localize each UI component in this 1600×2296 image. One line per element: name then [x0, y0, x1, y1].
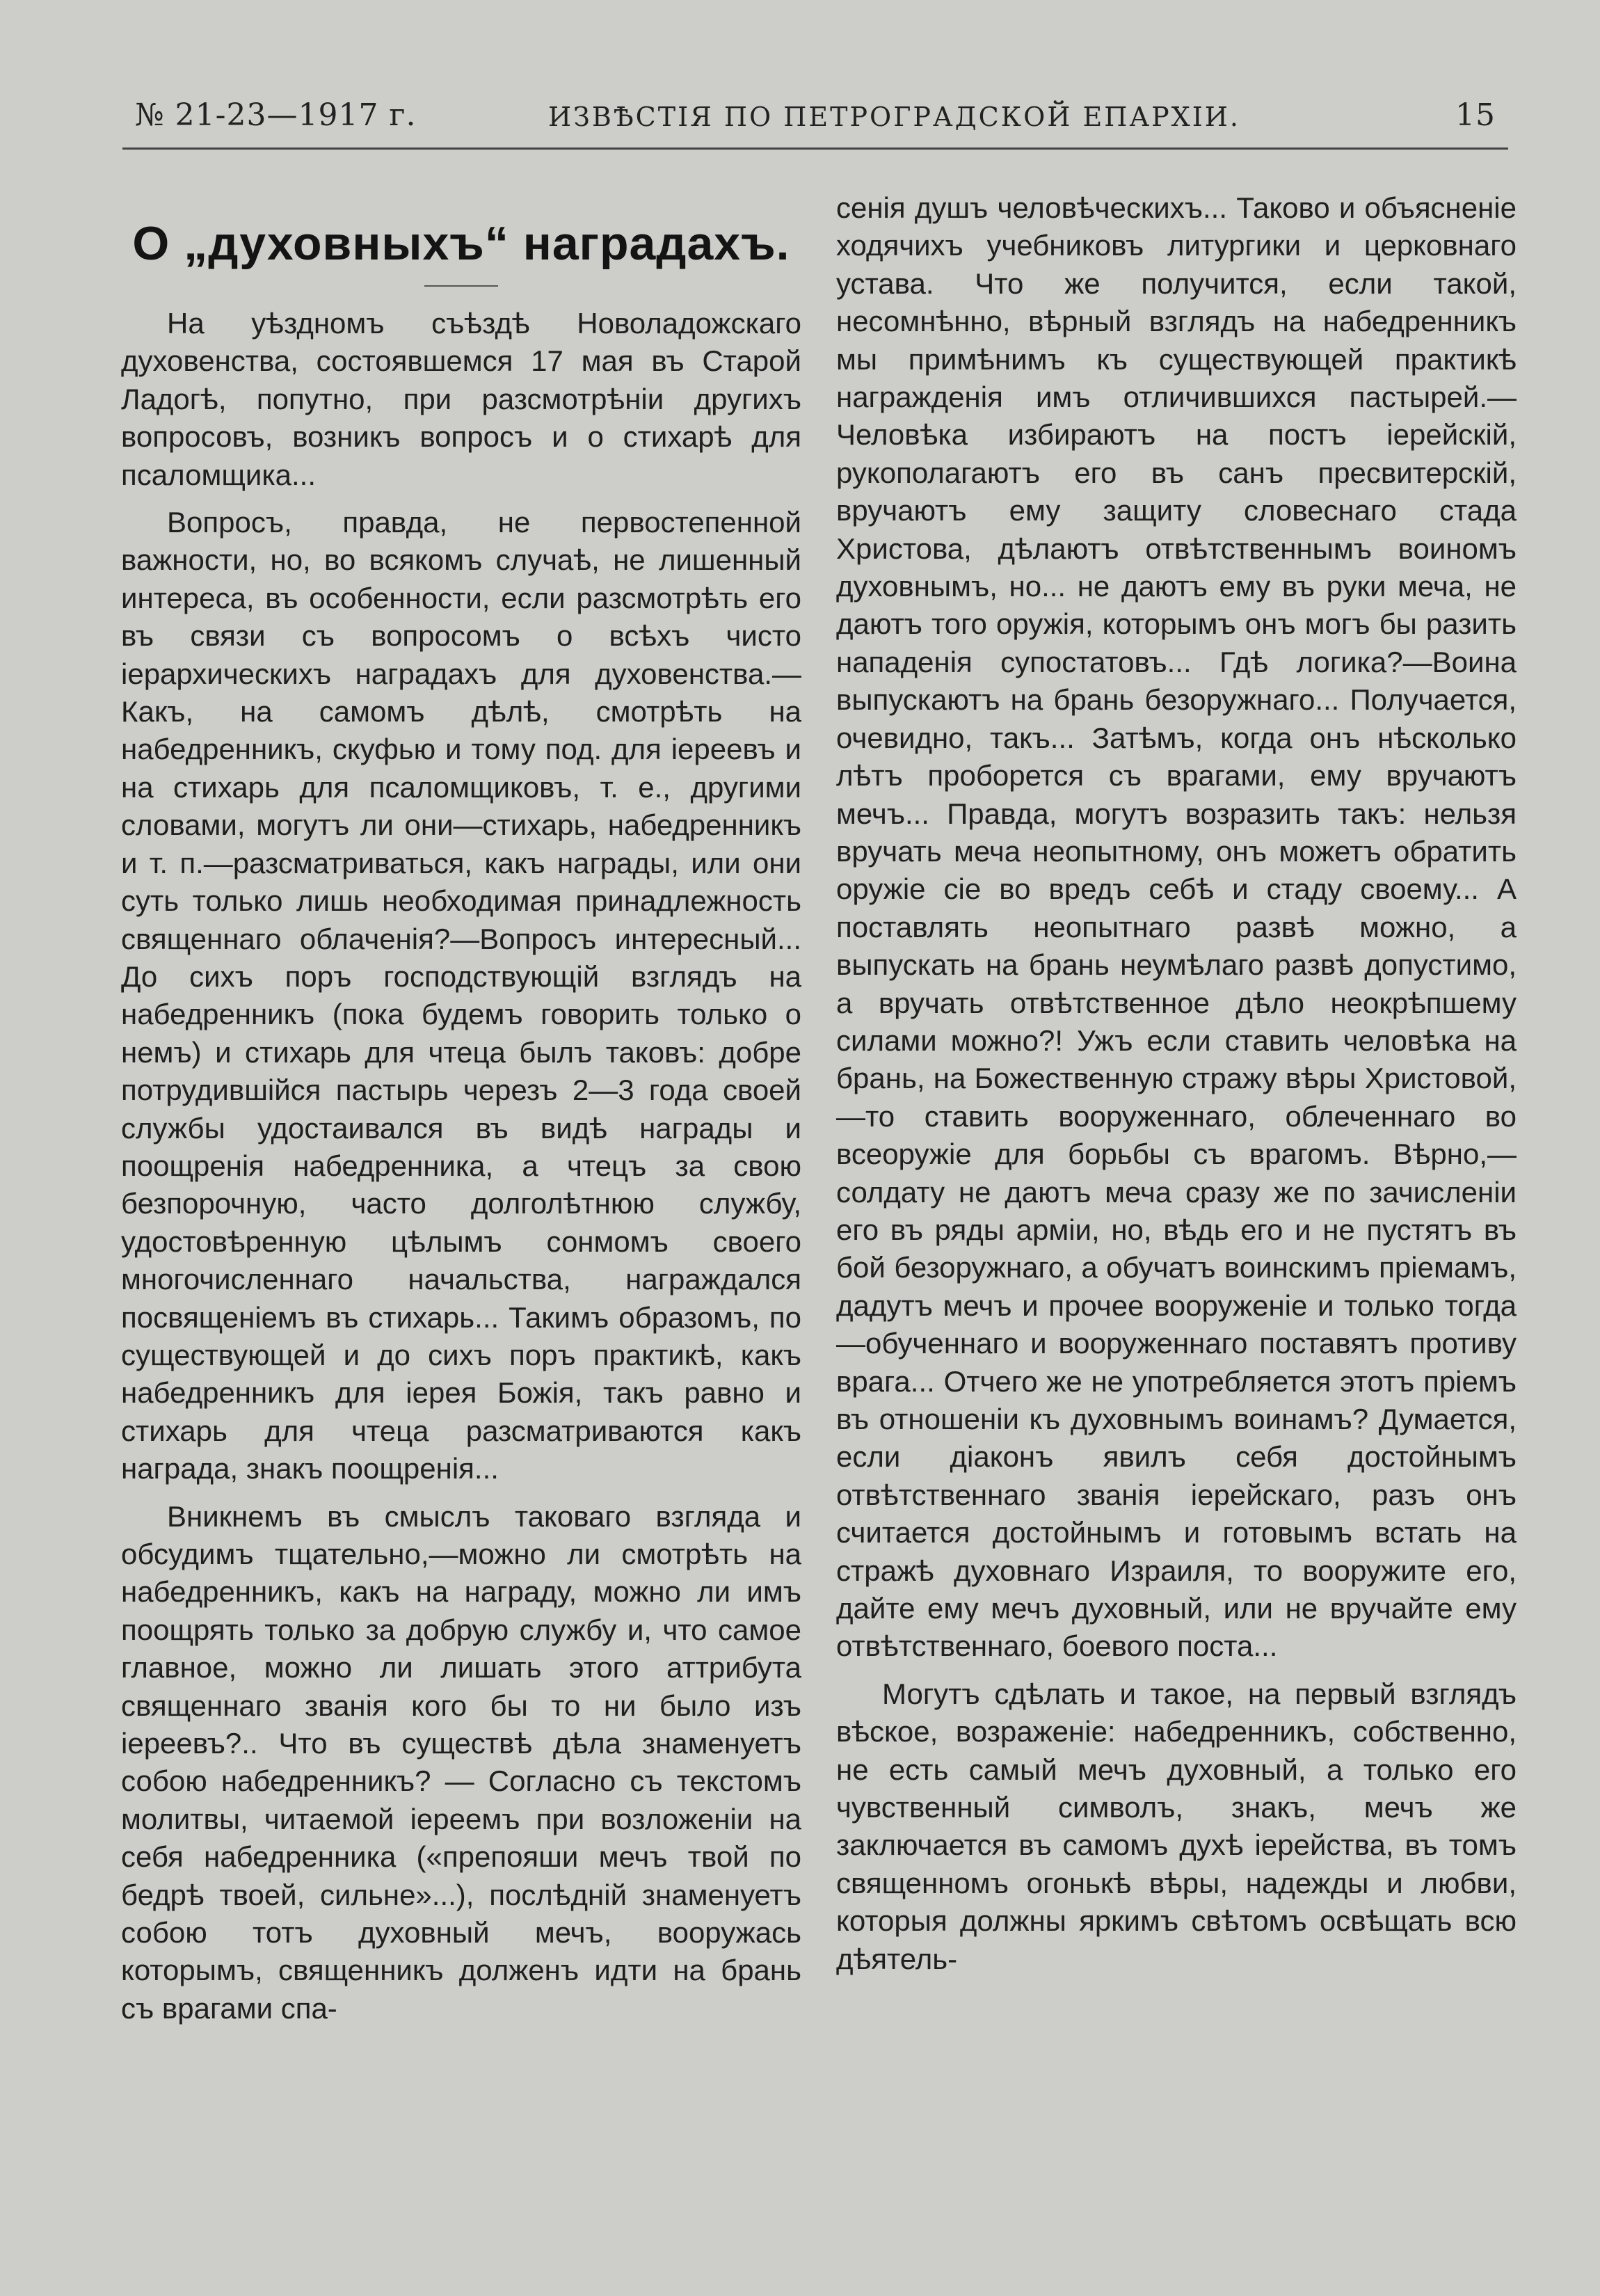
left-column — [121, 188, 801, 2037]
issue-number: № 21-23—1917 г. — [135, 97, 417, 133]
paragraph: Вникнемъ въ смыслъ таковаго взгляда и обсудимъ тщательно,—можно ли смотрѣть на набедренникъ, какъ на награду, можно ли имъ поощрять только за добрую службу и, что самое главное, можно ли лишать этого аттрибута священнаго званія кого бы то ни было изъ іереевъ?.. Что въ существѣ дѣла знаменуетъ собою набедренникъ? — Согласно съ текстомъ молитвы, читаемой іереемъ при возложеніи на себя набедренника («препояши мечъ твой по бедрѣ твоей, сильне»...), послѣдній знаменуетъ собою тотъ духовный мечъ, вооружась которымъ, священникъ долженъ идти на брань съ врагами спа- — [121, 1499, 801, 2025]
article-title: О „духовныхъ“ наградахъ. — [132, 217, 790, 270]
journal-title: ИЗВѢСТІЯ ПО ПЕТРОГРАДСКОЙ ЕПАРХІИ. — [548, 102, 1240, 132]
page-number: 15 — [1455, 97, 1496, 133]
paragraph: Вопросъ, правда, не первостепенной важности, но, во всякомъ случаѣ, не лишенный интереса, въ особенности, если разсмотрѣть его въ связи съ вопросомъ о всѣхъ чисто іерархическихъ наградахъ для духовенства.—Какъ, на самомъ дѣлѣ, смотрѣть на набедренникъ, скуфью и тому под. для іереевъ и на стихарь для псаломщиковъ, т. е., другими словами, могутъ ли они—стихарь, набедренникъ и т. п.—разсматриваться, какъ награды, или они суть только лишь необходимая принадлежность священнаго облаченія?—Вопросъ интересный... До сихъ поръ господствующій взглядъ на набедренникъ (пока будемъ говорить только о немъ) и стихарь для чтеца былъ таковъ: добре потрудившійся пастырь черезъ 2—3 года своей службы удостаивался въ видѣ награды и поощренія набедренника, а чтецъ за свою безпорочную, часто долголѣтнюю службу, удостовѣренную цѣлымъ сонмомъ своего многочисленнаго начальства, награждался посвященіемъ въ стихарь... Такимъ образомъ, по существующей и до сихъ поръ практикѣ, какъ набедренникъ для іерея Божія, такъ равно и стихарь для чтеца разсматриваются какъ награда, знакъ поощренія... — [121, 506, 801, 1485]
paragraph: сенія душъ человѣческихъ... Таково и объясненіе ходячихъ учебниковъ литургики и церковнаго устава. Что же получится, если такой, несомнѣнно, вѣрный взглядъ на набедренникъ мы примѣнимъ къ существующей практикѣ награжденія имъ отличившихся пастырей.—Человѣка избираютъ на постъ іерейскій, рукополагаютъ его въ санъ пресвитерскій, вручаютъ ему защиту словеснаго стада Христова, дѣлаютъ отвѣтственнымъ воиномъ духовнымъ, но... не даютъ ему въ руки меча, не даютъ того оружія, которымъ онъ могъ бы разить нападенія супостатовъ... Гдѣ логика?—Воина выпускаютъ на брань безоружнаго... Получается, очевидно, такъ... Затѣмъ, когда онъ нѣсколько лѣтъ проборется съ врагами, ему вручаютъ мечъ... Правда, могутъ возразить такъ: нельзя вручать меча неопытному, онъ можетъ обратить оружіе сіе во вредъ себѣ и стаду своему... А поставлять неопытнаго развѣ можно, а выпускать на брань неумѣлаго развѣ допустимо, а вручать отвѣтственное дѣло неокрѣпшему силами можно?! Ужъ если ставить человѣка на брань, на Божественную стражу вѣры Христовой,—то ставить вооруженнаго, облеченнаго во всеоружіе для борьбы съ врагомъ. Вѣрно,—солдату не даютъ меча сразу же по зачисленіи его въ ряды арміи, но, вѣдь его и не пустятъ въ бой безоружнаго, а обучатъ воинскимъ пріемамъ, дадутъ мечъ и прочее вооруженіе и только тогда—обученнаго и вооруженнаго поставятъ противу врага... Отчего же не употребляется этотъ пріемъ въ отношеніи къ духовнымъ воинамъ? Думается, если діаконъ явилъ себя достойнымъ отвѣтственнаго званія іерейскаго, разъ онъ считается достойнымъ и готовымъ встать на стражѣ духовнаго Израиля, то вооружите его, дайте ему мечъ духовный, или не вручайте ему отвѣтственнаго, боевого поста... — [836, 191, 1517, 1663]
paragraph: Могутъ сдѣлать и такое, на первый взглядъ вѣское, возраженіе: набедренникъ, собственно, не есть самый мечъ духовный, а только его чувственный символъ, знакъ, мечъ же заключается въ самомъ духѣ іерейства, въ томъ священномъ огонькѣ вѣры, надежды и любви, которыя должны яркимъ свѣтомъ освѣщать всю дѣятель- — [836, 1677, 1517, 1975]
right-column — [836, 189, 1517, 1988]
title-divider — [424, 285, 498, 287]
paragraph: На уѣздномъ съѣздѣ Новоладожскаго духовенства, состоявшемся 17 мая въ Старой Ладогѣ, попутно, при разсмотрѣніи другихъ вопросовъ, возникъ вопросъ и о стихарѣ для псаломщика... — [121, 307, 801, 491]
running-header — [122, 97, 1508, 142]
header-rule — [122, 148, 1508, 150]
